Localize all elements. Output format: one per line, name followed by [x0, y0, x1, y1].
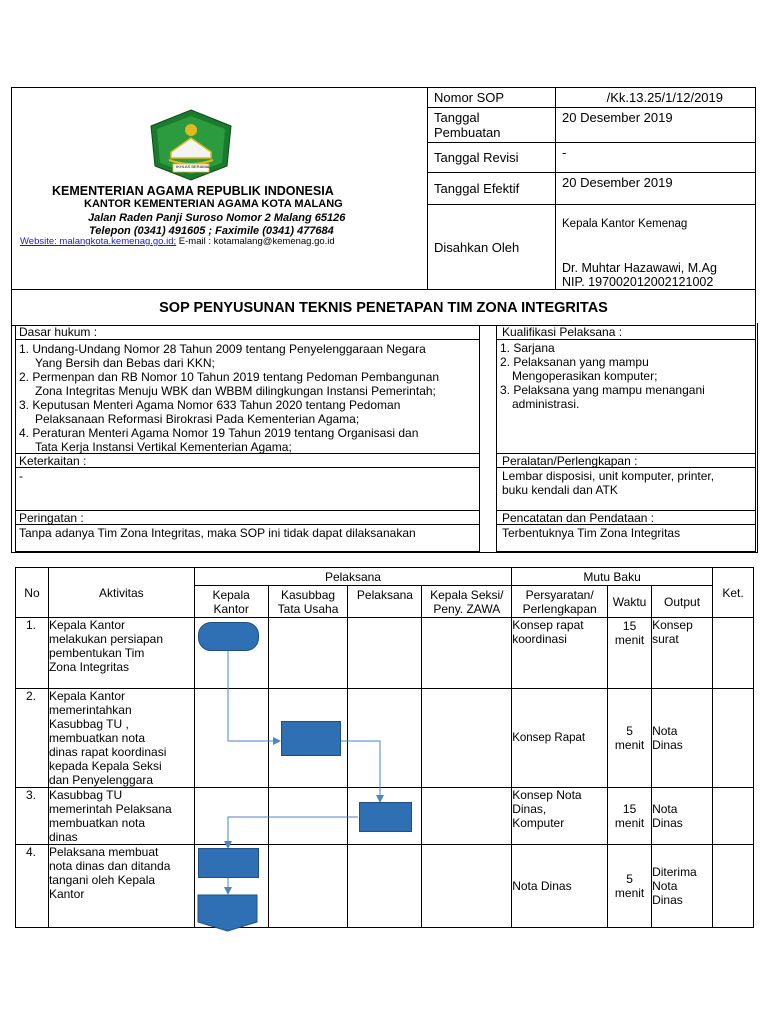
table-row: 3. Kasubbag TU memerintah Pelaksana membuatkan nota dinas Konsep Nota Dinas, Komputer 15 menit Nota Dinas [16, 788, 754, 845]
org-phone: Telepon (0341) 491605 ; Faximile (0341) 477684 [89, 225, 334, 237]
table-row: 4. Pelaksana membuat nota dinas dan ditanda tangani oleh Kepala Kantor Nota Dinas 5 menit Diterima Nota Dinas [16, 845, 754, 928]
keterkaitan-label: Keterkaitan : [19, 454, 87, 468]
col-mutu-baku: Mutu Baku [512, 568, 713, 586]
col-kepala-seksi: Kepala Seksi/ Peny. ZAWA [422, 586, 512, 618]
flow-process-box [198, 848, 259, 878]
col-pelaksana-group: Pelaksana [194, 568, 511, 586]
tgl-efektif-label: Tanggal Efektif [428, 173, 556, 205]
org-name: KEMENTERIAN AGAMA REPUBLIK INDONESIA [52, 184, 334, 198]
org-address: Jalan Raden Panji Suroso Nomor 2 Malang 65126 [88, 212, 346, 224]
list-item: 1. Undang-Undang Nomor 28 Tahun 2009 tentang Penyelenggaraan Negara Yang Bersih dan Bebas dari KKN; [19, 342, 426, 370]
sop-title: SOP PENYUSUNAN TEKNIS PENETAPAN TIM ZONA INTEGRITAS [12, 290, 756, 326]
peringatan-value: Tanpa adanya Tim Zona Integritas, maka SOP ini tidak dapat dilaksanakan [19, 526, 416, 540]
list-item: 3. Keputusan Menteri Agama Nomor 633 Tahun 2020 tentang Pedoman Pelaksanaan Reformasi Birokrasi Pada Kementerian Agama; [19, 398, 401, 426]
flow-process-box [281, 721, 341, 756]
tgl-pembuatan-label: Tanggal Pembuatan [428, 108, 556, 143]
col-kasubbag: Kasubbag Tata Usaha [268, 586, 348, 618]
pencatatan-value: Terbentuknya Tim Zona Integritas [502, 526, 681, 540]
col-output: Output [652, 586, 713, 618]
list-item: 2. Pelaksanan yang mampu Mengoperasikan komputer; [500, 355, 658, 383]
nomor-sop-label: Nomor SOP [428, 88, 556, 108]
peralatan-label: Peralatan/Perlengkapan : [502, 454, 638, 468]
list-item: 2. Permenpan dan RB Nomor 10 Tahun 2019 tentang Pedoman Pembangunan Zona Integritas Menuju WBK dan WBBM dilingkungan Instansi Pemerintah; [19, 370, 440, 398]
flow-process-box [359, 802, 412, 832]
org-office: KANTOR KEMENTERIAN AGAMA KOTA MALANG [84, 198, 343, 210]
disahkan-nip: NIP. 197002012002121002 [562, 275, 714, 289]
col-aktivitas: Aktivitas [48, 568, 194, 618]
col-waktu: Waktu [608, 586, 652, 618]
tgl-revisi-label: Tanggal Revisi [428, 143, 556, 173]
nomor-sop-value: /Kk.13.25/1/12/2019 [556, 88, 756, 108]
dasar-hukum-label: Dasar hukum : [19, 325, 98, 339]
peralatan-value: Lembar disposisi, unit komputer, printer, buku kendali dan ATK [502, 469, 715, 497]
col-persyaratan: Persyaratan/ Perlengkapan [512, 586, 608, 618]
tgl-revisi-value: - [556, 143, 756, 173]
email-text: E-mail : kotamalang@kemenag.go.id [176, 236, 335, 247]
logo-motto: IKHLAS BERAMAL [176, 164, 211, 169]
disahkan-jabatan: Kepala Kantor Kemenag [562, 218, 688, 230]
disahkan-nama: Dr. Muhtar Hazawawi, M.Ag [562, 261, 717, 275]
flow-start-terminator [198, 622, 259, 651]
pencatatan-label: Pencatatan dan Pendataan : [502, 511, 655, 525]
list-item: 4. Peraturan Menteri Agama Nomor 19 Tahun 2019 tentang Organisasi dan Tata Kerja Instansi Vertikal Kementerian Agama; [19, 426, 419, 454]
keterkaitan-value: - [19, 469, 23, 483]
tgl-efektif-value: 20 Desember 2019 [556, 173, 756, 205]
list-item: 3. Pelaksana yang mampu menangani administrasi. [500, 383, 705, 411]
website-link[interactable]: Website: malangkota.kemenag.go.id; [20, 236, 177, 247]
table-row: 1. Kepala Kantor melakukan persiapan pembentukan Tim Zona Integritas Konsep rapat koordinasi 15 menit Konsep surat [16, 618, 754, 689]
kualifikasi-label: Kualifikasi Pelaksana : [502, 325, 623, 339]
table-row: 2. Kepala Kantor memerintahkan Kasubbag TU , membuatkan nota dinas rapat koordinasi kepada Kepala Seksi dan Penyelenggara Konsep Rapat 5 menit Nota Dinas [16, 689, 754, 788]
flow-offpage-connector [197, 894, 259, 932]
tgl-pembuatan-value: 20 Desember 2019 [556, 108, 756, 143]
disahkan-label: Disahkan Oleh [428, 205, 556, 290]
list-item: 1. Sarjana [500, 341, 555, 355]
peringatan-label: Peringatan : [19, 511, 84, 525]
col-pelaksana: Pelaksana [348, 586, 422, 618]
col-kepala-kantor: Kepala Kantor [194, 586, 268, 618]
col-no: No [16, 568, 49, 618]
col-ket: Ket. [713, 568, 754, 618]
